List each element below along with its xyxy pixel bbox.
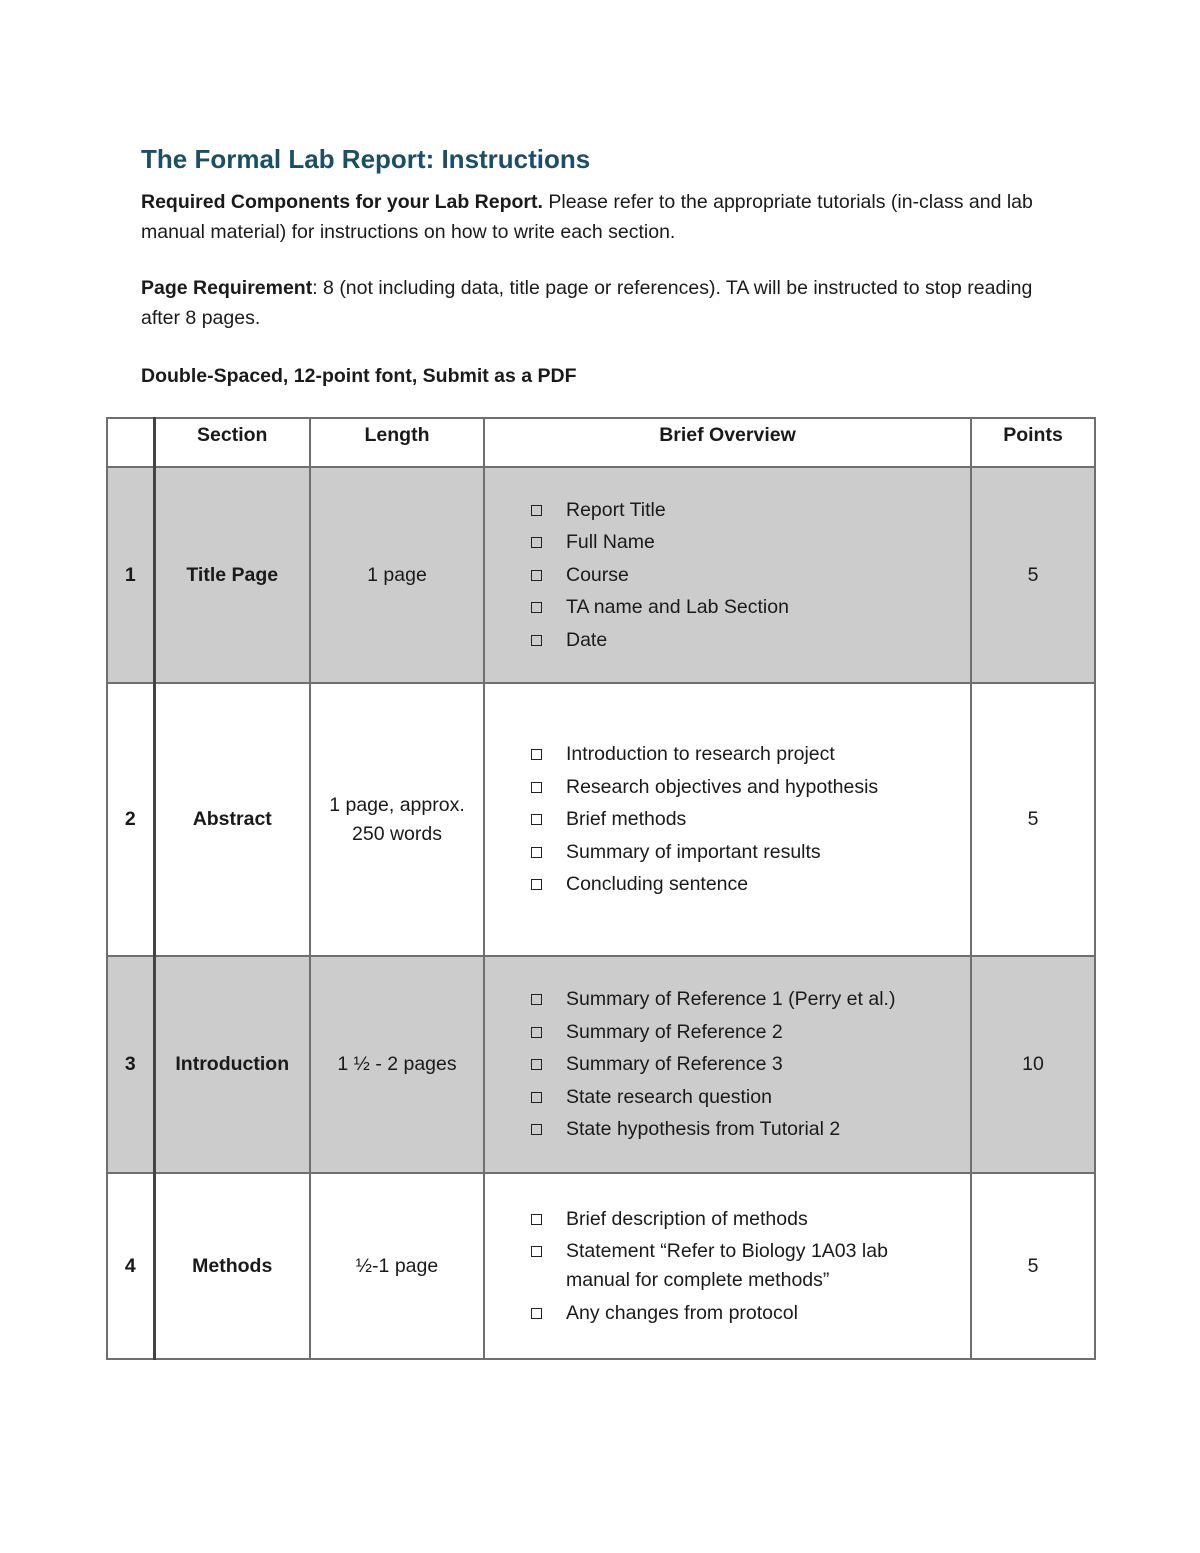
page-requirement-text: : 8 (not including data, title page or references). TA will be instructed to stop reading after 8 pages. xyxy=(141,277,1033,329)
table-row xyxy=(107,1173,1095,1359)
section-length: ½-1 page xyxy=(310,1173,484,1359)
checklist-item-text: Brief methods xyxy=(566,808,687,831)
required-components-label: Required Components for your Lab Report. xyxy=(141,191,543,213)
section-length: 1 ½ - 2 pages xyxy=(310,956,484,1173)
section-name: Title Page xyxy=(154,467,310,683)
checkbox-icon xyxy=(531,1059,542,1070)
section-points: 5 xyxy=(971,683,1095,956)
page-requirement-label: Page Requirement xyxy=(141,277,313,299)
header-length: Length xyxy=(310,418,484,467)
checklist-item-text: Summary of Reference 2 xyxy=(566,1020,783,1043)
checklist-item-text: Course xyxy=(566,563,629,586)
checklist-item-text: Research objectives and hypothesis xyxy=(566,775,879,798)
checkbox-icon xyxy=(531,1124,542,1135)
section-points: 5 xyxy=(971,467,1095,683)
overview-cell xyxy=(484,956,971,1173)
required-components-text: Please refer to the appropriate tutorials (in-class and lab manual material) for instructions on how to write each section. xyxy=(141,191,1033,243)
checklist-item xyxy=(531,624,950,657)
checkbox-icon xyxy=(531,994,542,1005)
checkbox-icon xyxy=(531,635,542,646)
rubric-table xyxy=(106,417,1096,1360)
overview-checklist xyxy=(485,1203,970,1330)
format-requirement: Double-Spaced, 12-point font, Submit as a PDF xyxy=(141,365,577,387)
required-components-paragraph xyxy=(141,187,1061,247)
table-row xyxy=(107,467,1095,683)
checklist-item xyxy=(531,868,950,901)
checkbox-icon xyxy=(531,537,542,548)
checklist-item-text: Full Name xyxy=(566,531,655,554)
checkbox-icon xyxy=(531,814,542,825)
table-row xyxy=(107,683,1095,956)
checklist-item-text: Concluding sentence xyxy=(566,873,749,896)
checklist-item-text: State research question xyxy=(566,1085,772,1108)
checklist-item xyxy=(531,1081,950,1114)
row-number: 2 xyxy=(107,683,154,956)
page-requirement-paragraph xyxy=(141,273,1061,333)
checklist-item xyxy=(531,1297,950,1330)
table-header-row xyxy=(107,418,1095,467)
checklist-item-text: Any changes from protocol xyxy=(566,1302,798,1324)
table-row xyxy=(107,956,1095,1173)
section-name: Methods xyxy=(154,1173,310,1359)
section-name: Abstract xyxy=(154,683,310,956)
checklist-item xyxy=(531,803,950,836)
checklist-item xyxy=(531,526,950,559)
checklist-item xyxy=(531,1203,950,1236)
row-number: 1 xyxy=(107,467,154,683)
section-points: 5 xyxy=(971,1173,1095,1359)
checklist-item-text: Report Title xyxy=(566,498,666,521)
header-number xyxy=(107,418,154,467)
header-overview: Brief Overview xyxy=(484,418,971,467)
checkbox-icon xyxy=(531,847,542,858)
row-number: 4 xyxy=(107,1173,154,1359)
checkbox-icon xyxy=(531,782,542,793)
checklist-item xyxy=(531,1113,950,1146)
section-length: 1 page, approx. 250 words xyxy=(310,683,484,956)
checkbox-icon xyxy=(531,1214,542,1225)
checklist-item xyxy=(531,1048,950,1081)
checklist-item-text: Summary of Reference 3 xyxy=(566,1053,783,1076)
checkbox-icon xyxy=(531,505,542,516)
checkbox-icon xyxy=(531,1027,542,1038)
checklist-item xyxy=(531,591,950,624)
checkbox-icon xyxy=(531,602,542,613)
checkbox-icon xyxy=(531,1308,542,1319)
page-title: The Formal Lab Report: Instructions xyxy=(141,144,591,174)
overview-checklist xyxy=(485,494,970,657)
overview-checklist xyxy=(485,738,970,901)
checklist-item xyxy=(531,771,950,804)
section-name: Introduction xyxy=(154,956,310,1173)
checklist-item xyxy=(531,983,950,1016)
checklist-item-text: Summary of important results xyxy=(566,840,821,863)
checkbox-icon xyxy=(531,879,542,890)
checklist-item xyxy=(531,1235,950,1297)
overview-cell xyxy=(484,1173,971,1359)
checkbox-icon xyxy=(531,1246,542,1257)
overview-cell xyxy=(484,467,971,683)
checklist-item xyxy=(531,1016,950,1049)
checkbox-icon xyxy=(531,570,542,581)
checkbox-icon xyxy=(531,1092,542,1103)
checklist-item-text: Introduction to research project xyxy=(566,743,835,766)
overview-cell xyxy=(484,683,971,956)
section-points: 10 xyxy=(971,956,1095,1173)
checklist-item-text: Brief description of methods xyxy=(566,1207,808,1230)
row-number: 3 xyxy=(107,956,154,1173)
checklist-item xyxy=(531,738,950,771)
overview-checklist xyxy=(485,983,970,1146)
section-length: 1 page xyxy=(310,467,484,683)
checkbox-icon xyxy=(531,749,542,760)
checklist-item-text: State hypothesis from Tutorial 2 xyxy=(566,1118,841,1141)
checklist-item xyxy=(531,836,950,869)
checklist-item-text: Statement “Refer to Biology 1A03 lab manual for complete methods” xyxy=(566,1240,888,1291)
header-section: Section xyxy=(154,418,310,467)
checklist-item-text: Summary of Reference 1 (Perry et al.) xyxy=(566,988,896,1011)
checklist-item-text: TA name and Lab Section xyxy=(566,596,789,619)
header-points: Points xyxy=(971,418,1095,467)
checklist-item-text: Date xyxy=(566,628,608,651)
checklist-item xyxy=(531,494,950,527)
checklist-item xyxy=(531,559,950,592)
